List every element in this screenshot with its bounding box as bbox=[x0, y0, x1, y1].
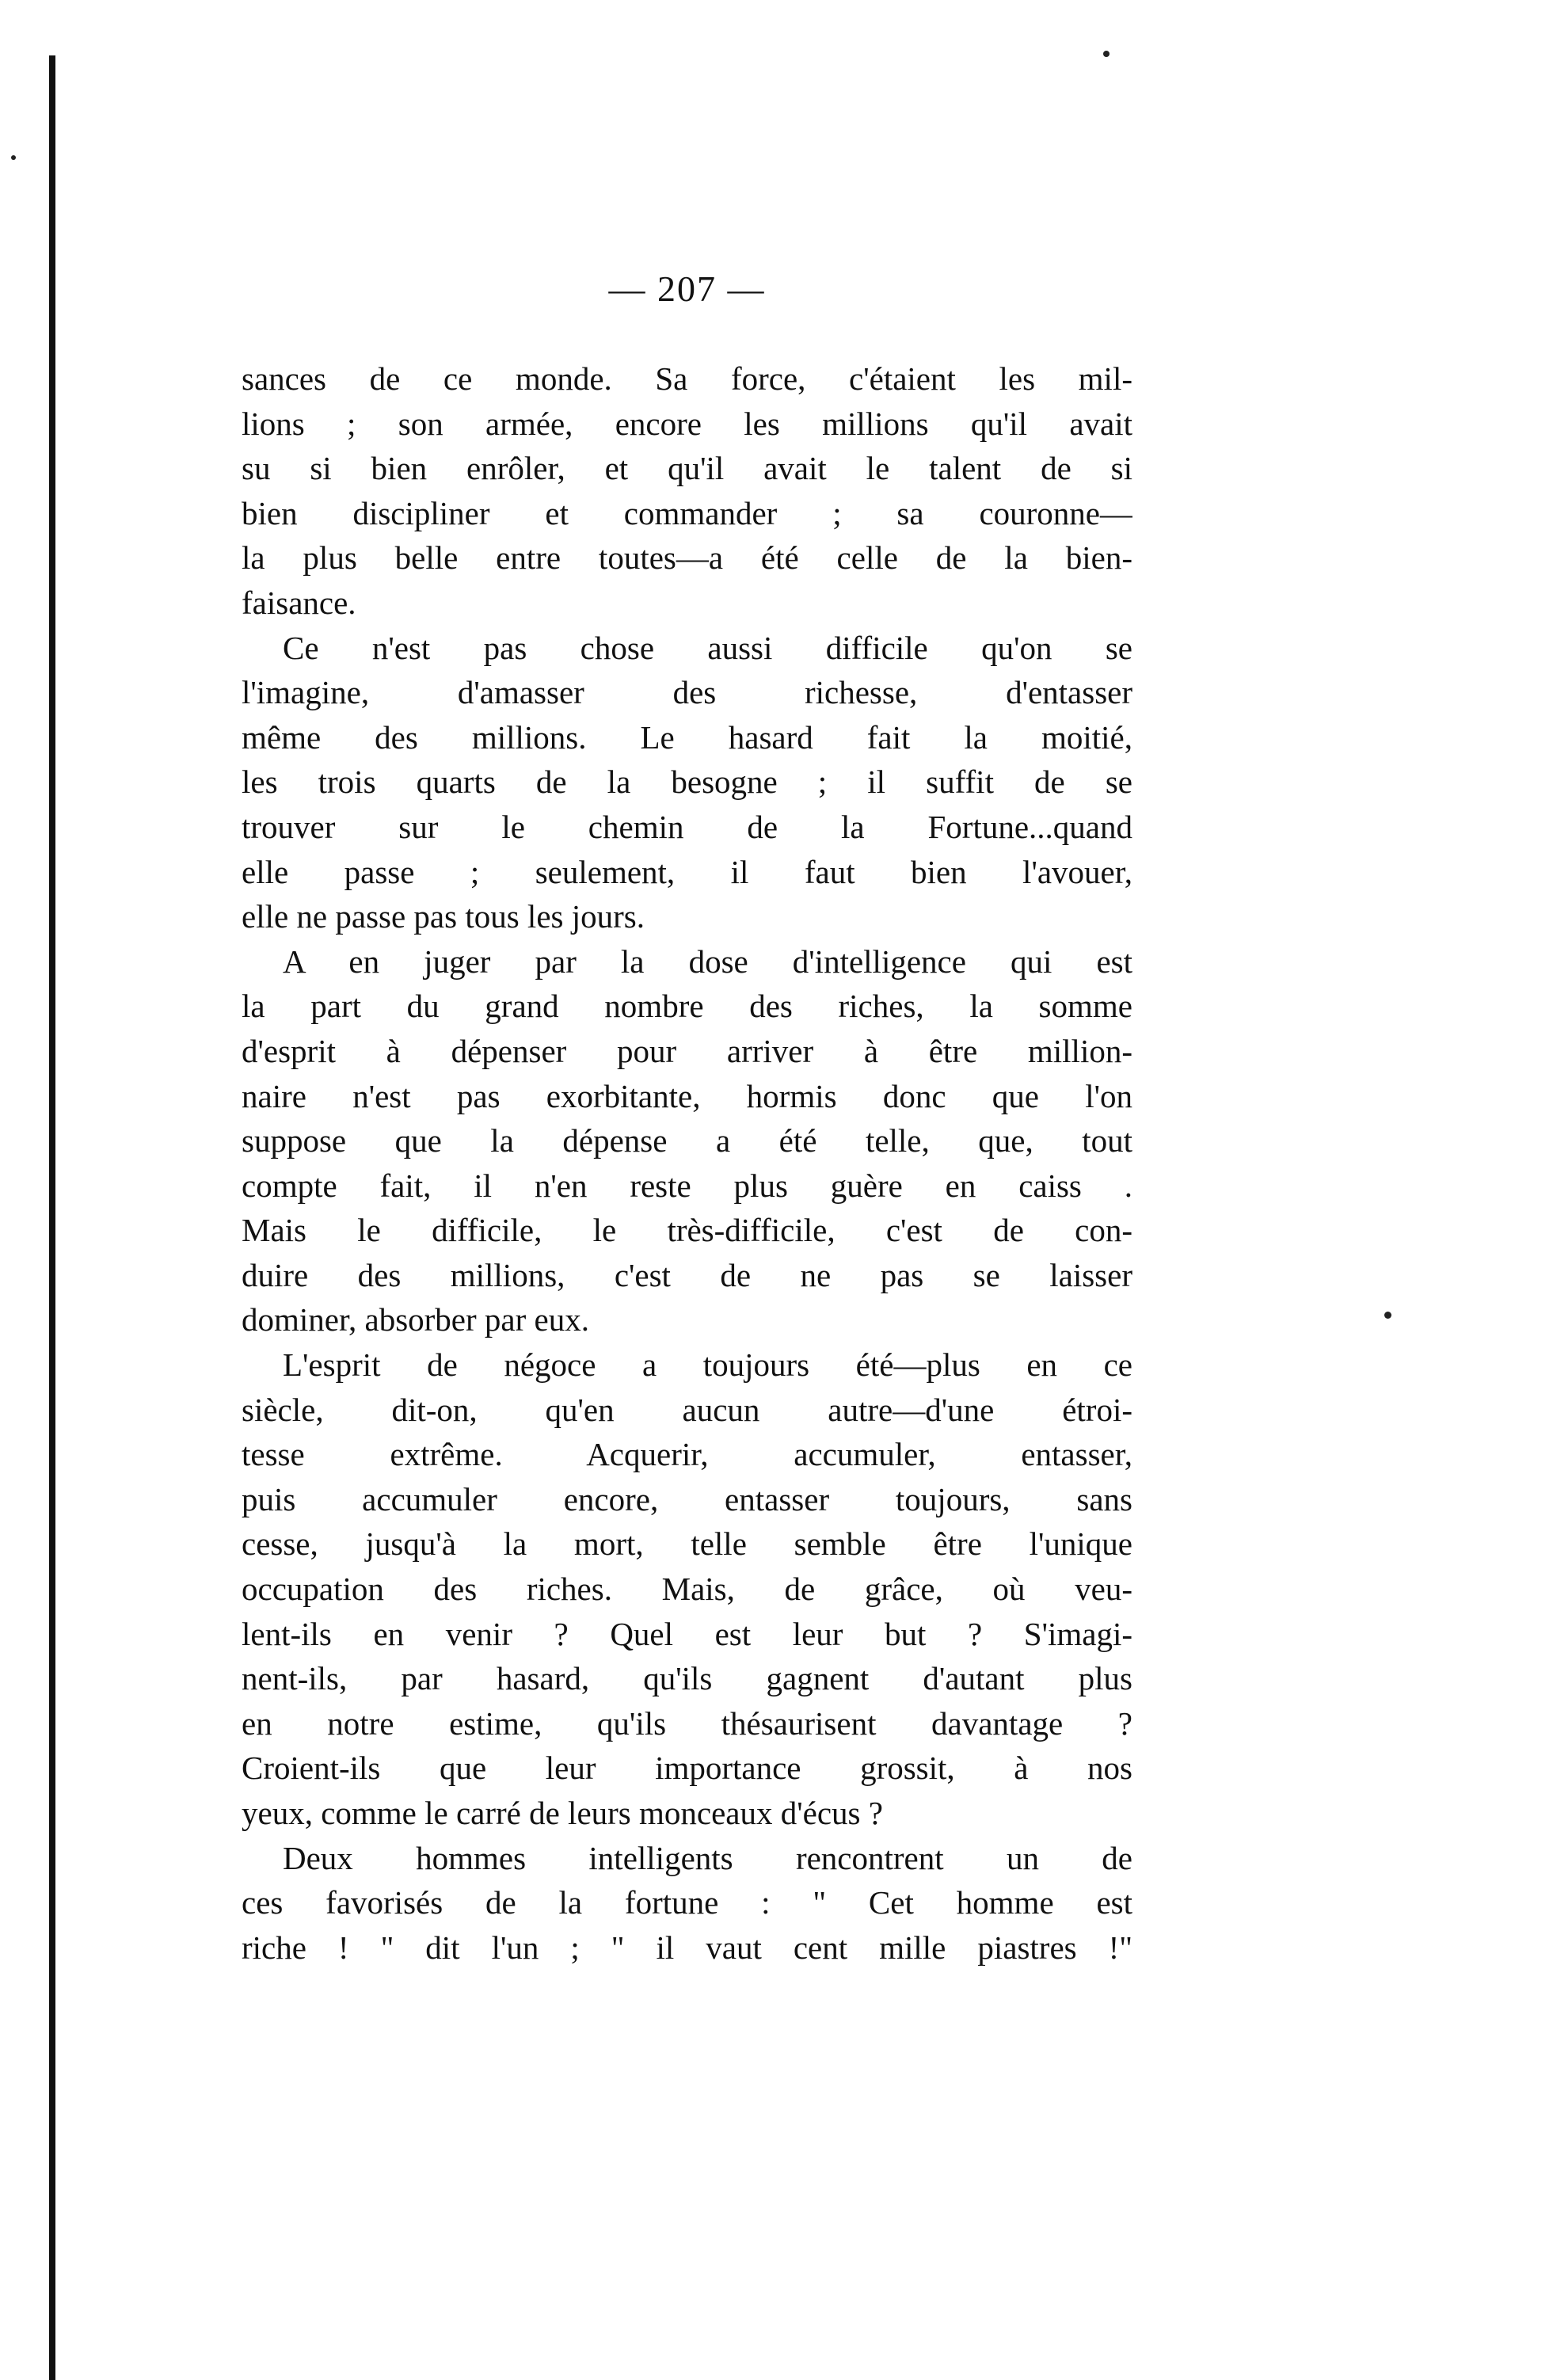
text-line: naire n'est pas exorbitante, hormis donc que l'on bbox=[242, 1077, 1132, 1114]
body-text bbox=[242, 356, 1132, 1970]
text-line: la plus belle entre toutes—a été celle de la bien- bbox=[242, 539, 1132, 577]
text-line: Deux hommes intelligents rencontrent un de bbox=[283, 1839, 1132, 1876]
text-line: en notre estime, qu'ils thésaurisent davantage ? bbox=[242, 1704, 1132, 1742]
text-line: L'esprit de négoce a toujours été—plus en ce bbox=[283, 1346, 1132, 1384]
text-line: d'esprit à dépenser pour arriver à être million- bbox=[242, 1032, 1132, 1069]
scan-speck bbox=[11, 155, 16, 160]
text-line: dominer, absorber par eux. bbox=[242, 1301, 589, 1339]
text-line: puis accumuler encore, entasser toujours, sans bbox=[242, 1480, 1132, 1517]
page-number: — 207 — bbox=[608, 268, 766, 309]
text-line: elle passe ; seulement, il faut bien l'avouer, bbox=[242, 853, 1132, 890]
text-line: cesse, jusqu'à la mort, telle semble être l'unique bbox=[242, 1525, 1132, 1563]
text-line: Ce n'est pas chose aussi difficile qu'on se bbox=[283, 629, 1132, 666]
text-line: nent-ils, par hasard, qu'ils gagnent d'autant plus bbox=[242, 1660, 1132, 1697]
text-line: bien discipliner et commander ; sa couronne— bbox=[242, 494, 1132, 531]
text-line: même des millions. Le hasard fait la moitié, bbox=[242, 718, 1132, 756]
text-line: yeux, comme le carré de leurs monceaux d'écus ? bbox=[242, 1795, 883, 1831]
text-line: riche ! " dit l'un ; " il vaut cent mille piastres !" bbox=[242, 1929, 1132, 1966]
text-line: compte fait, il n'en reste plus guère en caiss . bbox=[242, 1167, 1132, 1204]
text-line: sances de ce monde. Sa force, c'étaient les mil- bbox=[242, 360, 1132, 397]
text-line: l'imagine, d'amasser des richesse, d'entasser bbox=[242, 674, 1132, 711]
text-line: tesse extrême. Acquerir, accumuler, entasser, bbox=[242, 1436, 1132, 1473]
text-line: su si bien enrôler, et qu'il avait le talent de si bbox=[242, 450, 1132, 487]
text-line: lions ; son armée, encore les millions qu'il avait bbox=[242, 405, 1132, 442]
text-line: occupation des riches. Mais, de grâce, où veu- bbox=[242, 1571, 1132, 1608]
text-line: les trois quarts de la besogne ; il suffit de se bbox=[242, 764, 1132, 801]
text-line: elle ne passe pas tous les jours. bbox=[242, 898, 645, 935]
text-line: lent-ils en venir ? Quel est leur but ? S'imagi- bbox=[242, 1615, 1132, 1652]
scan-speck bbox=[1103, 51, 1110, 57]
book-page bbox=[242, 261, 1132, 1970]
text-line: suppose que la dépense a été telle, que, tout bbox=[242, 1122, 1132, 1160]
text-line: siècle, dit-on, qu'en aucun autre—d'une étroi- bbox=[242, 1391, 1132, 1428]
text-line: trouver sur le chemin de la Fortune...quand bbox=[242, 808, 1132, 845]
scan-speck bbox=[1384, 1312, 1391, 1319]
text-line: A en juger par la dose d'intelligence qui est bbox=[283, 942, 1132, 980]
text-line: duire des millions, c'est de ne pas se laisser bbox=[242, 1256, 1132, 1293]
binding-edge-line bbox=[49, 55, 55, 2380]
text-line: Croient-ils que leur importance grossit, à nos bbox=[242, 1750, 1132, 1787]
text-line: Mais le difficile, le très-difficile, c'est de con- bbox=[242, 1212, 1132, 1249]
text-line: faisance. bbox=[242, 584, 356, 621]
text-line: la part du grand nombre des riches, la somme bbox=[242, 988, 1132, 1025]
text-line: ces favorisés de la fortune : " Cet homme est bbox=[242, 1884, 1132, 1921]
